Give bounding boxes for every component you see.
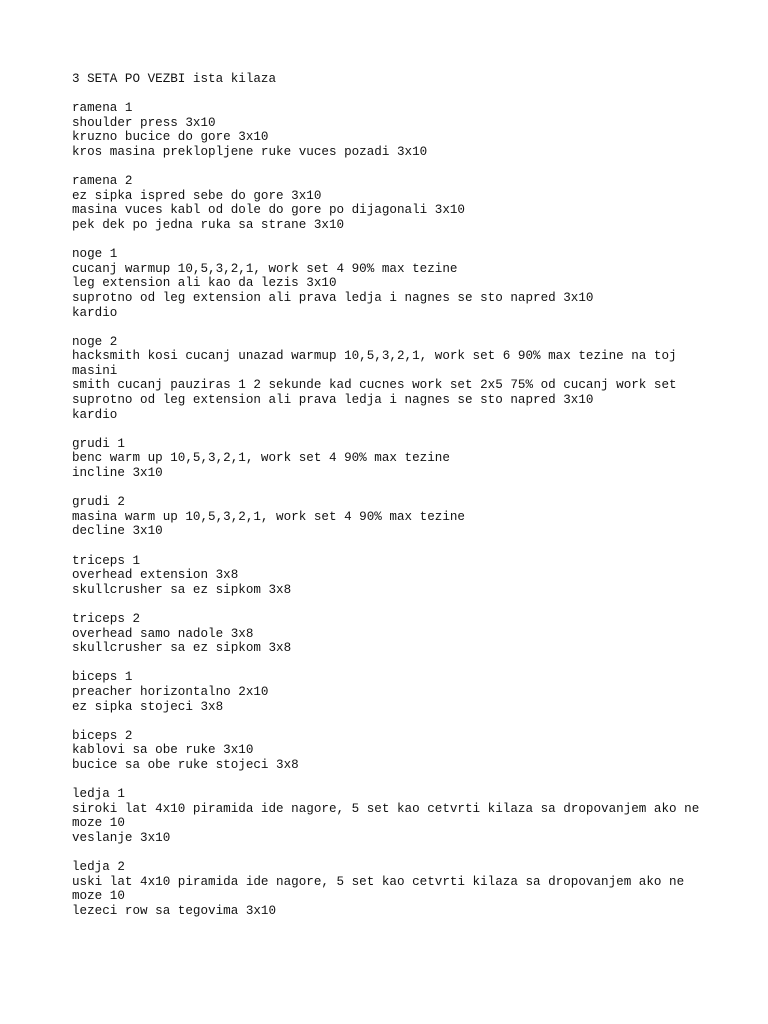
- document-page: [72, 72, 712, 933]
- section-heading: grudi 2: [72, 495, 125, 510]
- exercise-line: veslanje 3x10: [72, 830, 171, 845]
- exercise-line: siroki lat 4x10 piramida ide nagore, 5 set kao cetvrti kilaza sa dropovanjem ako ne: [72, 801, 700, 816]
- section-heading: ramena 1: [72, 101, 133, 116]
- exercise-line: moze 10: [72, 889, 125, 904]
- workout-section: [72, 495, 712, 539]
- section-heading: triceps 1: [72, 553, 141, 568]
- exercise-line: shoulder press 3x10: [72, 115, 216, 130]
- workout-sections: [72, 101, 712, 918]
- exercise-line: kablovi sa obe ruke 3x10: [72, 743, 254, 758]
- exercise-line: kros masina preklopljene ruke vuces pozadi 3x10: [72, 144, 428, 159]
- section-heading: ledja 1: [72, 787, 125, 802]
- exercise-line: kardio: [72, 305, 118, 320]
- exercise-line: overhead extension 3x8: [72, 568, 239, 583]
- exercise-line: suprotno od leg extension ali prava ledja i nagnes se sto napred 3x10: [72, 393, 594, 408]
- document-title: 3 SETA PO VEZBI ista kilaza: [72, 72, 277, 86]
- section-heading: ledja 2: [72, 860, 125, 875]
- exercise-line: skullcrusher sa ez sipkom 3x8: [72, 641, 292, 656]
- workout-section: [72, 174, 712, 232]
- workout-section: [72, 437, 712, 481]
- workout-section: [72, 612, 712, 656]
- section-heading: noge 2: [72, 334, 118, 349]
- exercise-line: smith cucanj pauziras 1 2 sekunde kad cucnes work set 2x5 75% od cucanj work set: [72, 378, 677, 393]
- exercise-line: moze 10: [72, 816, 125, 831]
- exercise-line: hacksmith kosi cucanj unazad warmup 10,5,3,2,1, work set 6 90% max tezine na toj: [72, 349, 677, 364]
- section-heading: ramena 2: [72, 174, 133, 189]
- workout-section: [72, 247, 712, 320]
- workout-section: [72, 101, 712, 159]
- exercise-line: bucice sa obe ruke stojeci 3x8: [72, 757, 299, 772]
- workout-section: [72, 335, 712, 423]
- exercise-line: skullcrusher sa ez sipkom 3x8: [72, 582, 292, 597]
- section-heading: grudi 1: [72, 436, 125, 451]
- section-heading: biceps 1: [72, 670, 133, 685]
- exercise-line: uski lat 4x10 piramida ide nagore, 5 set kao cetvrti kilaza sa dropovanjem ako ne: [72, 874, 685, 889]
- exercise-line: masina warm up 10,5,3,2,1, work set 4 90% max tezine: [72, 509, 465, 524]
- workout-section: [72, 860, 712, 918]
- exercise-line: lezeci row sa tegovima 3x10: [72, 903, 277, 918]
- exercise-line: kardio: [72, 407, 118, 422]
- workout-section: [72, 787, 712, 845]
- exercise-line: decline 3x10: [72, 524, 163, 539]
- exercise-line: pek dek po jedna ruka sa strane 3x10: [72, 217, 345, 232]
- exercise-line: overhead samo nadole 3x8: [72, 626, 254, 641]
- section-heading: biceps 2: [72, 728, 133, 743]
- exercise-line: kruzno bucice do gore 3x10: [72, 130, 269, 145]
- workout-section: [72, 670, 712, 714]
- exercise-line: leg extension ali kao da lezis 3x10: [72, 276, 337, 291]
- workout-section: [72, 554, 712, 598]
- section-heading: triceps 2: [72, 611, 141, 626]
- exercise-line: masina vuces kabl od dole do gore po dijagonali 3x10: [72, 203, 465, 218]
- workout-section: [72, 729, 712, 773]
- exercise-line: suprotno od leg extension ali prava ledja i nagnes se sto napred 3x10: [72, 290, 594, 305]
- section-heading: noge 1: [72, 247, 118, 262]
- exercise-line: benc warm up 10,5,3,2,1, work set 4 90% max tezine: [72, 451, 450, 466]
- exercise-line: ez sipka ispred sebe do gore 3x10: [72, 188, 322, 203]
- exercise-line: cucanj warmup 10,5,3,2,1, work set 4 90% max tezine: [72, 261, 458, 276]
- exercise-line: incline 3x10: [72, 466, 163, 481]
- exercise-line: preacher horizontalno 2x10: [72, 684, 269, 699]
- exercise-line: ez sipka stojeci 3x8: [72, 699, 224, 714]
- exercise-line: masini: [72, 363, 118, 378]
